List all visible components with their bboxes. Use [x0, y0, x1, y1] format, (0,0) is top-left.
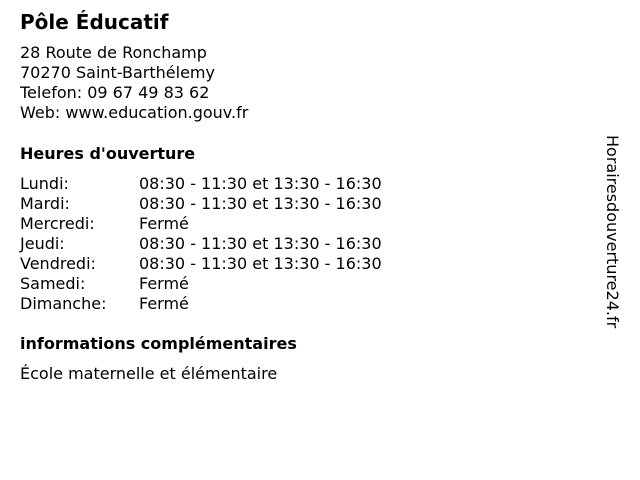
- additional-info-text: École maternelle et élémentaire: [20, 364, 278, 383]
- site-watermark: Horairesdouverture24.fr: [603, 135, 622, 329]
- day-hours: 08:30 - 11:30 et 13:30 - 16:30: [139, 254, 382, 273]
- day-label: Lundi:: [20, 174, 69, 193]
- day-label: Samedi:: [20, 274, 86, 293]
- day-label: Dimanche:: [20, 294, 107, 313]
- address-block: [20, 43, 248, 123]
- day-label: Vendredi:: [20, 254, 96, 273]
- day-hours: Fermé: [139, 274, 189, 293]
- day-hours: Fermé: [139, 214, 189, 233]
- opening-hours-heading: Heures d'ouverture: [20, 144, 196, 163]
- day-hours: 08:30 - 11:30 et 13:30 - 16:30: [139, 194, 382, 213]
- phone-number: Telefon: 09 67 49 83 62: [20, 83, 210, 102]
- page-title: Pôle Éducatif: [20, 10, 169, 34]
- day-label: Mardi:: [20, 194, 70, 213]
- day-hours: 08:30 - 11:30 et 13:30 - 16:30: [139, 234, 382, 253]
- day-hours: 08:30 - 11:30 et 13:30 - 16:30: [139, 174, 382, 193]
- day-label: Mercredi:: [20, 214, 95, 233]
- day-label: Jeudi:: [20, 234, 65, 253]
- address-street: 28 Route de Ronchamp: [20, 43, 207, 62]
- day-hours: Fermé: [139, 294, 189, 313]
- address-city: 70270 Saint-Barthélemy: [20, 63, 215, 82]
- additional-info-heading: informations complémentaires: [20, 334, 297, 353]
- website: Web: www.education.gouv.fr: [20, 103, 249, 122]
